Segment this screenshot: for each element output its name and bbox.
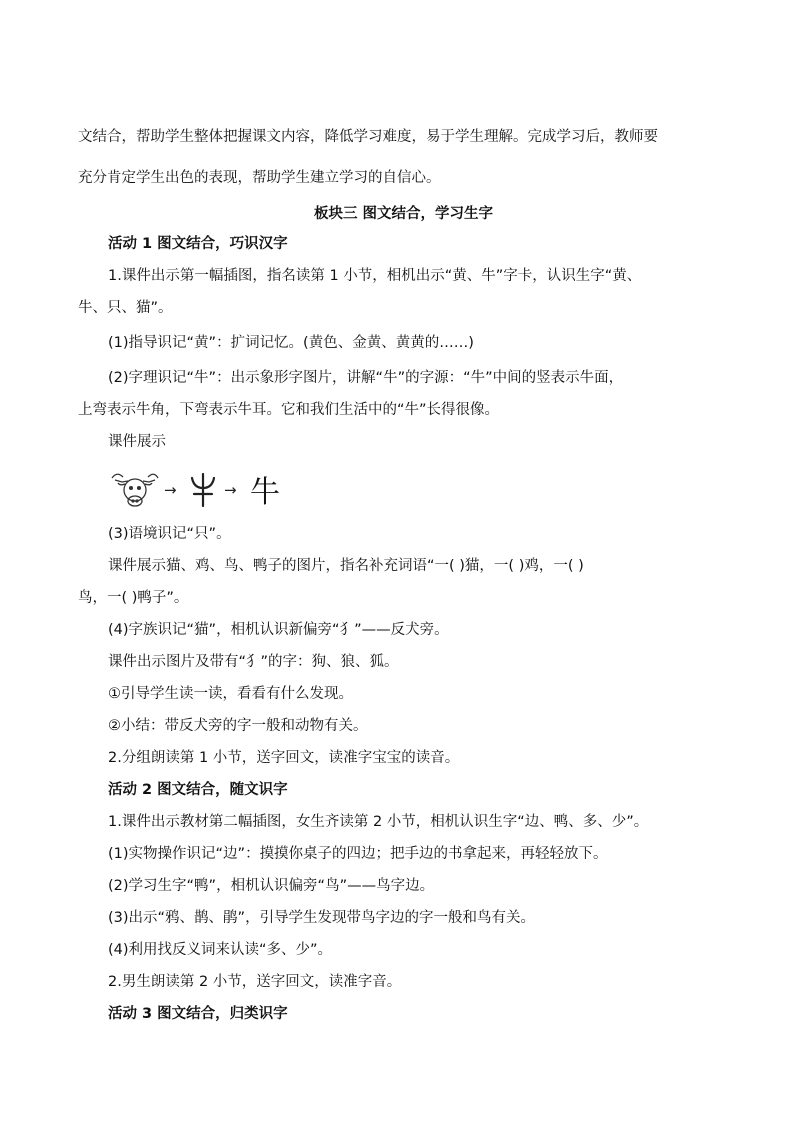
activity-2-paragraph: (3)出示“鸦、鹊、鹃”，引导学生发现带鸟字边的字一般和鸟有关。 [108,910,536,926]
activity-1-paragraph: (3)语境识记“只”。 [108,526,231,542]
intro-line-2: 充分肯定学生出色的表现，帮助学生建立学习的自信心。 [78,170,441,186]
intro-line-1: 文结合，帮助学生整体把握课文内容，降低学习难度，易于学生理解。完成学习后，教师要 [78,129,658,145]
activity-2-paragraph: (4)利用找反义词来认读“多、少”。 [108,942,333,958]
ox-character-evolution-figure [108,468,298,512]
activity-1-paragraph: 上弯表示牛角，下弯表示牛耳。它和我们生活中的“牛”长得很像。 [78,402,500,418]
activity-1-paragraph: 牛、只、猫”。 [78,300,173,316]
arrow-icon: → [224,481,237,499]
activity-2-paragraph: 1.课件出示教材第二幅插图，女生齐读第 2 小节，相机认识生字“边、鸭、多、少”。 [108,814,649,830]
activity-2-paragraph: (1)实物操作识记“边”：摸摸你桌子的四边；把手边的书拿起来，再轻轻放下。 [108,846,608,862]
activity-3-heading: 活动 3 图文结合，归类识字 [108,1006,288,1022]
ox-head-drawing-icon [112,474,158,506]
activity-1-paragraph: 课件出示图片及带有“犭”的字：狗、狼、狐。 [108,654,399,670]
activity-1-paragraph: (4)字族识记“猫”，相机认识新偏旁“犭”——反犬旁。 [108,622,449,638]
activity-1-paragraph: 课件展示猫、鸡、鸟、鸭子的图片，指名补充词语“一( )猫，一( )鸡，一( ) [108,558,584,574]
activity-1-paragraph: 鸟，一( )鸭子”。 [78,590,189,606]
activity-2-paragraph: 2.男生朗读第 2 小节，送字回文，读准字音。 [108,974,402,990]
oracle-bone-ox-glyph [192,474,214,506]
arrow-icon: → [164,481,177,499]
activity-1-paragraph: 1.课件出示第一幅插图，指名读第 1 小节，相机出示“黄、牛”字卡，认识生字“黄、 [108,268,642,284]
activity-1-paragraph: (1)指导识记“黄”：扩词记忆。(黄色、金黄、黄黄的……) [108,335,474,351]
activity-1-paragraph: 2.分组朗读第 1 小节，送字回文，读准字宝宝的读音。 [108,750,460,766]
activity-2-heading: 活动 2 图文结合，随文识字 [108,782,288,798]
activity-1-heading: 活动 1 图文结合，巧识汉字 [108,236,288,252]
activity-1-paragraph: (2)字理识记“牛”：出示象形字图片，讲解“牛”的字源：“牛”中间的竖表示牛面， [108,370,624,386]
activity-1-paragraph: ②小结：带反犬旁的字一般和动物有关。 [108,718,368,734]
display-label: 课件展示 [108,434,166,450]
section-title: 板块三 图文结合，学习生字 [314,206,494,222]
activity-2-paragraph: (2)学习生字“鸭”，相机认识偏旁“鸟”——鸟字边。 [108,878,435,894]
modern-ox-character: 牛 [250,475,280,510]
activity-1-paragraph: ①引导学生读一读，看看有什么发现。 [108,686,353,702]
